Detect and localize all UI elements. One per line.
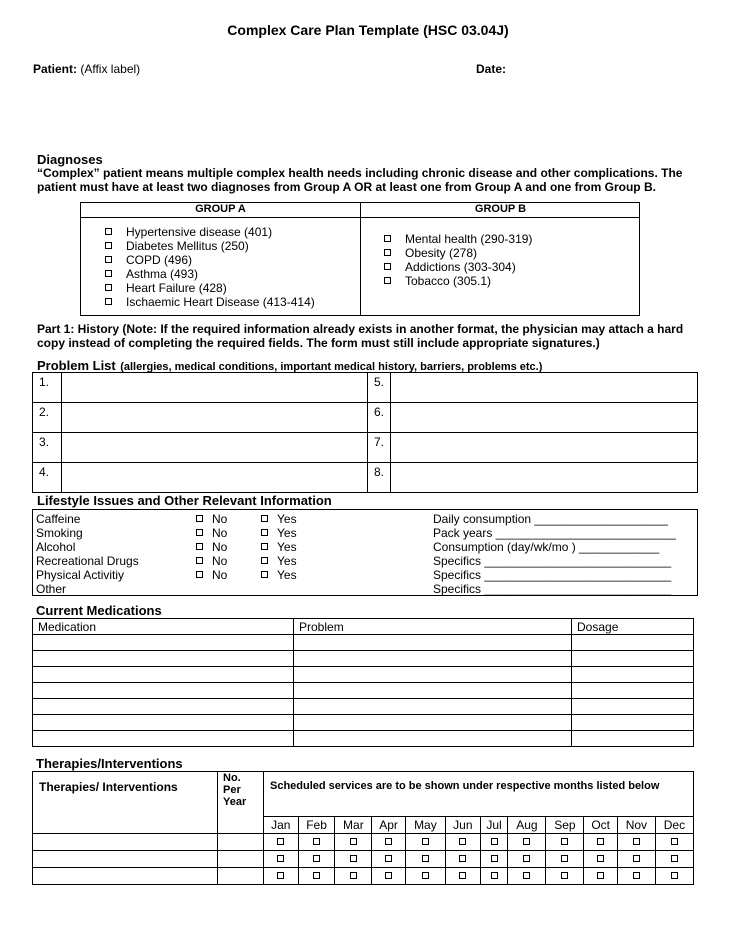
month-cell[interactable] <box>655 868 693 885</box>
month-cell[interactable] <box>508 834 546 851</box>
checkbox-icon[interactable] <box>459 855 466 862</box>
diagnoses-line-1: “Complex” patient means multiple complex health needs including chronic disease and other complications. The <box>37 166 683 180</box>
checkbox-icon[interactable] <box>671 855 678 862</box>
table-row <box>33 403 698 433</box>
checkbox-icon[interactable] <box>422 838 429 845</box>
group-a-item[interactable]: Heart Failure (428) <box>105 281 315 295</box>
checkbox-icon[interactable] <box>385 855 392 862</box>
group-a-item[interactable]: Ischaemic Heart Disease (413-414) <box>105 295 315 309</box>
lifestyle-detail[interactable]: Specifics ____________________________ <box>433 568 672 582</box>
table-row <box>33 834 694 851</box>
checkbox-icon[interactable] <box>385 872 392 879</box>
therapy-entry[interactable] <box>33 834 218 851</box>
month-cell[interactable] <box>584 868 617 885</box>
checkbox-icon[interactable] <box>384 235 391 242</box>
month-cell[interactable] <box>298 834 335 851</box>
no-option[interactable]: No <box>196 554 227 568</box>
table-row <box>33 868 694 885</box>
checkbox-icon[interactable] <box>671 838 678 845</box>
checkbox-icon[interactable] <box>385 838 392 845</box>
month-cell[interactable] <box>655 834 693 851</box>
yes-option[interactable]: Yes <box>261 526 297 540</box>
table-row <box>33 635 694 651</box>
month-header: Jun <box>446 817 481 834</box>
lifestyle-item: Alcohol <box>36 540 76 554</box>
problem-entry[interactable] <box>62 433 368 463</box>
checkbox-icon[interactable] <box>561 872 568 879</box>
month-header: Sep <box>546 817 584 834</box>
table-cell[interactable] <box>33 715 294 731</box>
table-cell[interactable] <box>294 699 572 715</box>
month-cell[interactable] <box>584 834 617 851</box>
checkbox-icon[interactable] <box>277 855 284 862</box>
checkbox-icon[interactable] <box>459 838 466 845</box>
table-row <box>33 772 694 817</box>
table-cell[interactable] <box>572 731 694 747</box>
checkbox-icon[interactable] <box>261 543 268 550</box>
month-header: Apr <box>372 817 405 834</box>
checkbox-icon[interactable] <box>633 855 640 862</box>
month-header: Feb <box>298 817 335 834</box>
table-cell[interactable] <box>572 715 694 731</box>
table-cell[interactable] <box>294 731 572 747</box>
table-row <box>33 373 698 403</box>
month-header: May <box>405 817 445 834</box>
table-cell[interactable] <box>33 651 294 667</box>
group-b-item[interactable]: Addictions (303-304) <box>384 260 532 274</box>
yes-option[interactable]: Yes <box>261 568 297 582</box>
diagnoses-heading: Diagnoses <box>37 152 103 167</box>
problem-number: 6. <box>368 403 391 433</box>
lifestyle-detail[interactable]: Pack years ___________________________ <box>433 526 676 540</box>
checkbox-icon[interactable] <box>671 872 678 879</box>
no-option[interactable]: No <box>196 568 227 582</box>
table-cell[interactable] <box>33 683 294 699</box>
checkbox-icon[interactable] <box>196 571 203 578</box>
group-b-item[interactable]: Tobacco (305.1) <box>384 274 532 288</box>
checkbox-icon[interactable] <box>350 838 357 845</box>
checkbox-icon[interactable] <box>384 263 391 270</box>
yes-option[interactable]: Yes <box>261 554 297 568</box>
checkbox-icon[interactable] <box>261 529 268 536</box>
diagnoses-description <box>37 166 682 194</box>
diagnoses-line-2: patient must have at least two diagnoses from Group A OR at least one from Group A and one from Group B. <box>37 180 656 194</box>
medications-table <box>32 618 694 747</box>
problem-entry[interactable] <box>391 373 698 403</box>
therapy-entry[interactable] <box>33 851 218 868</box>
table-row <box>33 699 694 715</box>
group-a-item[interactable]: Hypertensive disease (401) <box>105 225 315 239</box>
month-cell[interactable] <box>446 851 481 868</box>
checkbox-icon[interactable] <box>277 872 284 879</box>
scheduled-services-note: Scheduled services are to be shown under respective months listed below <box>264 772 694 817</box>
lifestyle-detail[interactable]: Daily consumption ____________________ <box>433 512 668 526</box>
month-cell[interactable] <box>298 868 335 885</box>
checkbox-icon[interactable] <box>196 515 203 522</box>
table-cell[interactable] <box>572 699 694 715</box>
checkbox-icon[interactable] <box>350 855 357 862</box>
problem-entry[interactable] <box>62 403 368 433</box>
checkbox-icon[interactable] <box>633 872 640 879</box>
therapy-count[interactable] <box>218 834 264 851</box>
problem-entry[interactable] <box>391 463 698 493</box>
table-cell[interactable] <box>294 715 572 731</box>
table-cell[interactable] <box>33 699 294 715</box>
group-b-item[interactable]: Obesity (278) <box>384 246 532 260</box>
problem-number: 7. <box>368 433 391 463</box>
table-row <box>33 715 694 731</box>
table-cell[interactable] <box>294 635 572 651</box>
table-cell[interactable] <box>572 651 694 667</box>
month-cell[interactable] <box>405 834 445 851</box>
therapies-heading: Therapies/Interventions <box>36 756 183 771</box>
checkbox-icon[interactable] <box>384 277 391 284</box>
checkbox-icon[interactable] <box>261 557 268 564</box>
problem-entry[interactable] <box>391 403 698 433</box>
lifestyle-item: Recreational Drugs <box>36 554 139 568</box>
month-cell[interactable] <box>264 834 299 851</box>
checkbox-icon[interactable] <box>422 872 429 879</box>
problem-entry[interactable] <box>62 463 368 493</box>
table-cell[interactable] <box>33 635 294 651</box>
problem-list-table <box>32 372 698 493</box>
problem-entry[interactable] <box>62 373 368 403</box>
month-cell[interactable] <box>480 851 508 868</box>
table-row <box>33 463 698 493</box>
lifestyle-item: Smoking <box>36 526 83 540</box>
checkbox-icon[interactable] <box>277 838 284 845</box>
month-header: Mar <box>335 817 372 834</box>
lifestyle-item: Caffeine <box>36 512 81 526</box>
group-b-list <box>384 232 532 288</box>
table-row <box>33 651 694 667</box>
checkbox-icon[interactable] <box>105 298 112 305</box>
part1-history-note: Part 1: History (Note: If the required information already exists in another format, the physician may attach a hard copy instead of completing the required fields. The form must still include appropriate signatures.) <box>37 322 684 350</box>
no-option[interactable]: No <box>196 512 227 526</box>
checkbox-icon[interactable] <box>597 855 604 862</box>
table-cell[interactable] <box>572 667 694 683</box>
month-cell[interactable] <box>446 868 481 885</box>
checkbox-icon[interactable] <box>459 872 466 879</box>
checkbox-icon[interactable] <box>561 838 568 845</box>
yes-option[interactable]: Yes <box>261 512 297 526</box>
lifestyle-heading: Lifestyle Issues and Other Relevant Information <box>37 493 332 508</box>
therapy-count[interactable] <box>218 868 264 885</box>
patient-field[interactable] <box>33 62 140 76</box>
group-a-list <box>105 225 315 309</box>
group-a-item[interactable]: Diabetes Mellitus (250) <box>105 239 315 253</box>
checkbox-icon[interactable] <box>105 284 112 291</box>
patient-value: (Affix label) <box>80 62 141 76</box>
checkbox-icon[interactable] <box>350 872 357 879</box>
month-cell[interactable] <box>372 868 405 885</box>
lifestyle-box <box>32 509 698 596</box>
checkbox-icon[interactable] <box>105 270 112 277</box>
problem-number: 4. <box>33 463 62 493</box>
group-a-header: GROUP A <box>81 203 360 218</box>
problem-list-heading: Problem List (allergies, medical conditions, important medical history, barriers, problems etc.) <box>37 358 543 373</box>
table-cell[interactable] <box>294 651 572 667</box>
month-cell[interactable] <box>480 834 508 851</box>
page-title: Complex Care Plan Template (HSC 03.04J) <box>227 22 509 38</box>
month-cell[interactable] <box>584 851 617 868</box>
lifestyle-item: Physical Activitiy <box>36 568 125 582</box>
checkbox-icon[interactable] <box>261 515 268 522</box>
table-row <box>33 851 694 868</box>
table-row <box>33 619 694 635</box>
group-a-item[interactable]: COPD (496) <box>105 253 315 267</box>
patient-label: Patient: <box>33 62 78 76</box>
month-cell[interactable] <box>372 834 405 851</box>
month-cell[interactable] <box>446 834 481 851</box>
therapy-entry[interactable] <box>33 868 218 885</box>
column-header-medication: Medication <box>33 619 294 635</box>
column-header-problem: Problem <box>294 619 572 635</box>
month-cell[interactable] <box>298 851 335 868</box>
group-b-item[interactable]: Mental health (290-319) <box>384 232 532 246</box>
column-header-dosage: Dosage <box>572 619 694 635</box>
table-cell[interactable] <box>572 635 694 651</box>
group-a-item[interactable]: Asthma (493) <box>105 267 315 281</box>
checkbox-icon[interactable] <box>491 855 498 862</box>
table-cell[interactable] <box>294 667 572 683</box>
table-row <box>33 667 694 683</box>
checkbox-icon[interactable] <box>491 872 498 879</box>
therapies-table <box>32 771 694 885</box>
table-row <box>33 731 694 747</box>
problem-number: 5. <box>368 373 391 403</box>
month-header: Jan <box>264 817 299 834</box>
month-header: Nov <box>617 817 655 834</box>
month-cell[interactable] <box>335 834 372 851</box>
checkbox-icon[interactable] <box>491 838 498 845</box>
checkbox-icon[interactable] <box>597 838 604 845</box>
month-cell[interactable] <box>264 868 299 885</box>
month-cell[interactable] <box>617 834 655 851</box>
checkbox-icon[interactable] <box>313 838 320 845</box>
date-label: Date: <box>476 62 507 76</box>
checkbox-icon[interactable] <box>561 855 568 862</box>
month-cell[interactable] <box>264 851 299 868</box>
table-row <box>33 683 694 699</box>
table-cell[interactable] <box>572 683 694 699</box>
month-cell[interactable] <box>546 868 584 885</box>
therapies-column-label: Therapies/ Interventions <box>33 772 218 834</box>
medications-heading: Current Medications <box>36 603 162 618</box>
checkbox-icon[interactable] <box>523 872 530 879</box>
checkbox-icon[interactable] <box>422 855 429 862</box>
checkbox-icon[interactable] <box>261 571 268 578</box>
checkbox-icon[interactable] <box>313 872 320 879</box>
problem-number: 3. <box>33 433 62 463</box>
month-cell[interactable] <box>405 851 445 868</box>
checkbox-icon[interactable] <box>196 543 203 550</box>
checkbox-icon[interactable] <box>384 249 391 256</box>
no-per-year-header: No. Per Year <box>218 772 264 834</box>
checkbox-icon[interactable] <box>105 228 112 235</box>
checkbox-icon[interactable] <box>523 855 530 862</box>
problem-number: 2. <box>33 403 62 433</box>
diagnosis-groups-box <box>80 202 640 316</box>
month-cell[interactable] <box>508 868 546 885</box>
checkbox-icon[interactable] <box>313 855 320 862</box>
month-cell[interactable] <box>480 868 508 885</box>
month-cell[interactable] <box>372 851 405 868</box>
no-option[interactable]: No <box>196 540 227 554</box>
month-header: Jul <box>480 817 508 834</box>
yes-option[interactable]: Yes <box>261 540 297 554</box>
lifestyle-item: Other <box>36 582 67 596</box>
table-cell[interactable] <box>33 667 294 683</box>
checkbox-icon[interactable] <box>633 838 640 845</box>
problem-number: 8. <box>368 463 391 493</box>
checkbox-icon[interactable] <box>105 242 112 249</box>
checkbox-icon[interactable] <box>105 256 112 263</box>
table-row <box>33 433 698 463</box>
therapy-count[interactable] <box>218 851 264 868</box>
month-cell[interactable] <box>655 851 693 868</box>
month-cell[interactable] <box>335 868 372 885</box>
lifestyle-detail[interactable]: Consumption (day/wk/mo ) ____________ <box>433 540 660 554</box>
checkbox-icon[interactable] <box>597 872 604 879</box>
lifestyle-detail[interactable]: Specifics ____________________________ <box>433 582 672 596</box>
month-cell[interactable] <box>546 851 584 868</box>
checkbox-icon[interactable] <box>196 557 203 564</box>
group-divider <box>360 217 361 315</box>
table-cell[interactable] <box>33 731 294 747</box>
lifestyle-detail[interactable]: Specifics ____________________________ <box>433 554 672 568</box>
month-cell[interactable] <box>617 868 655 885</box>
month-cell[interactable] <box>405 868 445 885</box>
problem-number: 1. <box>33 373 62 403</box>
group-b-header: GROUP B <box>360 203 640 218</box>
no-option[interactable]: No <box>196 526 227 540</box>
checkbox-icon[interactable] <box>523 838 530 845</box>
month-header: Aug <box>508 817 546 834</box>
month-cell[interactable] <box>617 851 655 868</box>
month-header: Oct <box>584 817 617 834</box>
problem-entry[interactable] <box>391 433 698 463</box>
month-cell[interactable] <box>546 834 584 851</box>
table-cell[interactable] <box>294 683 572 699</box>
month-header: Dec <box>655 817 693 834</box>
month-cell[interactable] <box>508 851 546 868</box>
checkbox-icon[interactable] <box>196 529 203 536</box>
month-cell[interactable] <box>335 851 372 868</box>
